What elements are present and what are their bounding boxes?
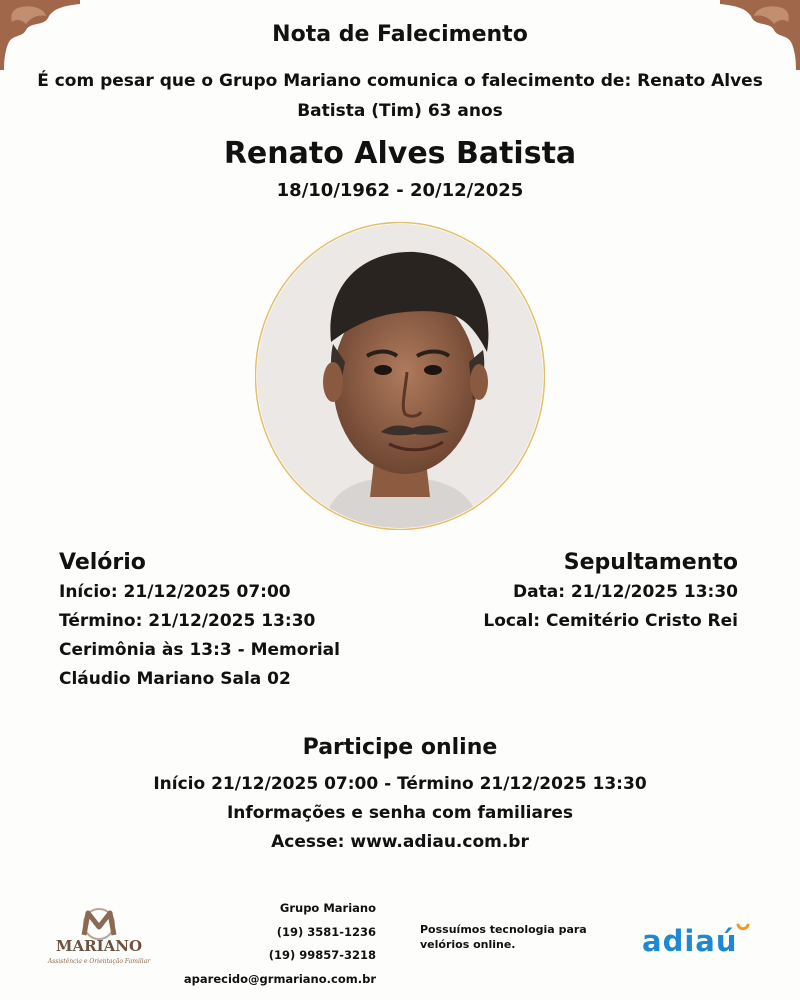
sepultamento-section <box>438 548 738 636</box>
tech-note: Possuímos tecnologia para velórios online. <box>420 923 587 951</box>
notice-intro: É com pesar que o Grupo Mariano comunica o falecimento de: Renato Alves Batista (Tim) 63 anos <box>37 71 763 121</box>
velorio-termino: Término: 21/12/2025 13:30 <box>59 611 316 631</box>
sepultamento-data: Data: 21/12/2025 13:30 <box>513 582 738 602</box>
velorio-cerimonia: Cerimônia às 13:3 - Memorial Cláudio Mariano Sala 02 <box>59 640 340 689</box>
grupo-mariano-logo <box>44 905 154 970</box>
adiau-logo[interactable] <box>640 920 758 960</box>
mariano-logo-tagline: Assistência e Orientação Familiar <box>47 958 151 965</box>
deceased-photo <box>255 222 545 530</box>
velorio-section <box>59 548 359 694</box>
online-link[interactable]: Acesse: www.adiau.com.br <box>271 832 529 852</box>
adiau-accent-icon <box>738 925 748 929</box>
adiau-logo-text: adiaú <box>642 924 738 958</box>
sepultamento-local: Local: Cemitério Cristo Rei <box>483 611 738 631</box>
deceased-name: Renato Alves Batista <box>223 136 577 171</box>
online-info: Informações e senha com familiares <box>226 803 574 823</box>
sepultamento-heading: Sepultamento <box>563 550 738 575</box>
notice-title: Nota de Falecimento <box>272 22 528 47</box>
phone-1[interactable]: (19) 3581-1236 <box>276 924 376 939</box>
velorio-heading: Velório <box>59 550 146 575</box>
contact-block <box>180 897 376 991</box>
email-link[interactable]: aparecido@grmariano.com.br <box>183 971 376 986</box>
online-heading: Participe online <box>302 735 498 760</box>
life-dates: 18/10/1962 - 20/12/2025 <box>276 180 524 201</box>
online-schedule: Início 21/12/2025 07:00 - Término 21/12/2025 13:30 <box>153 774 647 794</box>
company-name: Grupo Mariano <box>279 901 376 915</box>
mariano-logo-text: MARIANO <box>55 937 143 955</box>
phone-2[interactable]: (19) 99857-3218 <box>268 948 376 962</box>
velorio-inicio: Início: 21/12/2025 07:00 <box>59 582 291 602</box>
